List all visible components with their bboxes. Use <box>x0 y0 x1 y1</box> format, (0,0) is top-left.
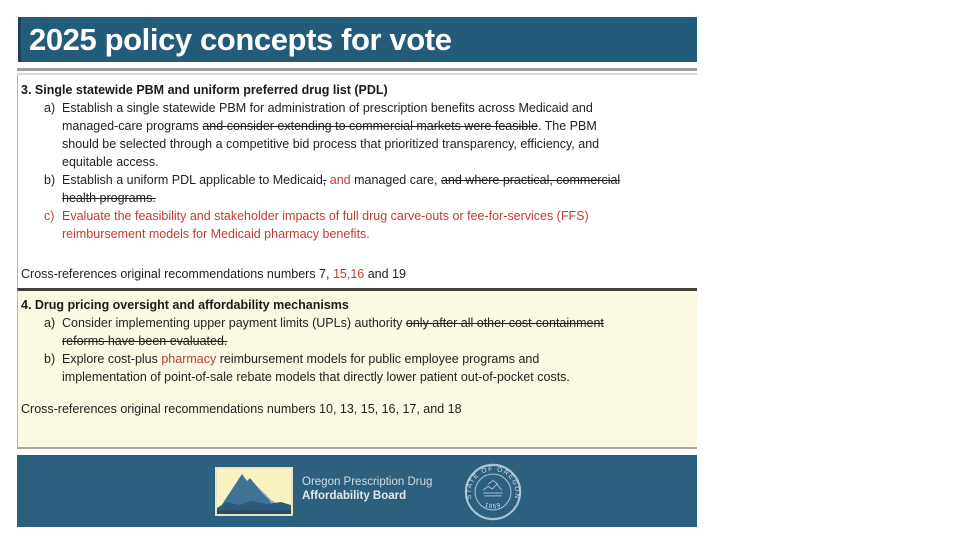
text-segment: Consider implementing upper payment limits (UPLs) authority <box>62 316 406 330</box>
text-segment: pharmacy <box>161 352 217 366</box>
text-segment: implementation of point-of-sale rebate models that directly lower patient out-of-pocket costs. <box>62 370 570 384</box>
text-line <box>62 117 697 135</box>
list-marker: a) <box>44 316 56 330</box>
section-drug-pricing <box>17 288 697 449</box>
text-segment: reforms have been evaluated. <box>62 334 228 348</box>
text-segment: and consider extending to commercial markets were feasible <box>202 119 538 133</box>
section-3-crossref <box>18 265 697 283</box>
svg-text:1859: 1859 <box>483 501 503 511</box>
section-pbm-pdl <box>17 75 697 288</box>
text-segment: and <box>329 173 351 187</box>
text-segment: Establish a uniform PDL applicable to Medicaid <box>62 173 323 187</box>
text-line <box>62 368 697 386</box>
list-marker: a) <box>44 101 56 115</box>
footer-bar <box>17 455 697 527</box>
section-4-crossref <box>18 400 697 418</box>
title-bar <box>18 17 697 62</box>
text-line <box>62 135 697 153</box>
text-line <box>21 400 697 418</box>
oregon-state-seal-icon <box>462 460 524 524</box>
text-line <box>62 189 697 207</box>
text-segment: Evaluate the feasibility and stakeholder impacts of full drug carve-outs or fee-for-services (FFS) <box>62 209 589 223</box>
org-name <box>302 475 432 503</box>
text-segment: Establish a single statewide PBM for administration of prescription benefits across Medicaid and <box>62 101 593 115</box>
section-4-items <box>18 314 697 386</box>
text-line <box>62 207 697 225</box>
text-segment: managed-care programs <box>62 119 203 133</box>
list-item-lines <box>62 314 697 350</box>
text-segment: managed care, <box>350 173 441 187</box>
text-segment: Explore cost-plus <box>62 352 162 366</box>
text-segment: equitable access. <box>62 155 159 169</box>
list-marker: c) <box>44 209 55 223</box>
org-name-line1: Oregon Prescription Drug <box>302 476 433 488</box>
text-line <box>62 350 697 368</box>
text-segment: Cross-references original recommendations numbers 10, 13, 15, 16, 17, and 18 <box>21 402 462 416</box>
text-segment: , <box>322 173 327 187</box>
text-segment: reimbursement models for public employee programs and <box>216 352 540 366</box>
text-segment: only after all other cost-containment <box>405 316 604 330</box>
section-3-items <box>18 99 697 243</box>
text-segment: 15,16 <box>332 267 365 281</box>
list-item-lines <box>62 350 697 386</box>
list-marker: b) <box>44 173 56 187</box>
list-item <box>18 314 697 350</box>
org-name-line2: Affordability Board <box>302 490 407 502</box>
text-line <box>62 171 697 189</box>
section-4-heading: 4. Drug pricing oversight and affordability mechanisms <box>21 298 349 312</box>
list-item-lines <box>62 99 697 171</box>
list-item <box>18 350 697 386</box>
text-segment: health programs. <box>62 191 156 205</box>
list-marker: b) <box>44 352 56 366</box>
text-segment: should be selected through a competitive bid process that prioritized transparency, efficiency, and <box>62 137 600 151</box>
text-line <box>62 225 697 243</box>
list-item <box>18 99 697 171</box>
list-item-lines <box>62 171 697 207</box>
header-divider <box>17 68 697 71</box>
opdab-mountain-logo-icon <box>215 467 293 516</box>
text-segment: Cross-references original recommendations numbers 7, <box>21 267 333 281</box>
text-segment: . The PBM <box>537 119 597 133</box>
text-line <box>62 332 697 350</box>
text-line <box>21 265 697 283</box>
text-segment: and 19 <box>364 267 406 281</box>
list-item-lines <box>62 207 697 243</box>
text-line <box>62 314 697 332</box>
slide-title: 2025 policy concepts for vote <box>29 21 452 57</box>
list-item <box>18 207 697 243</box>
text-segment: reimbursement models for Medicaid pharmacy benefits. <box>62 227 370 241</box>
list-item <box>18 171 697 207</box>
text-segment: and where practical, commercial <box>440 173 621 187</box>
text-line <box>62 99 697 117</box>
text-line <box>62 153 697 171</box>
svg-text:STATE OF OREGON: STATE OF OREGON <box>465 465 521 500</box>
section-3-heading: 3. Single statewide PBM and uniform preferred drug list (PDL) <box>21 83 388 97</box>
